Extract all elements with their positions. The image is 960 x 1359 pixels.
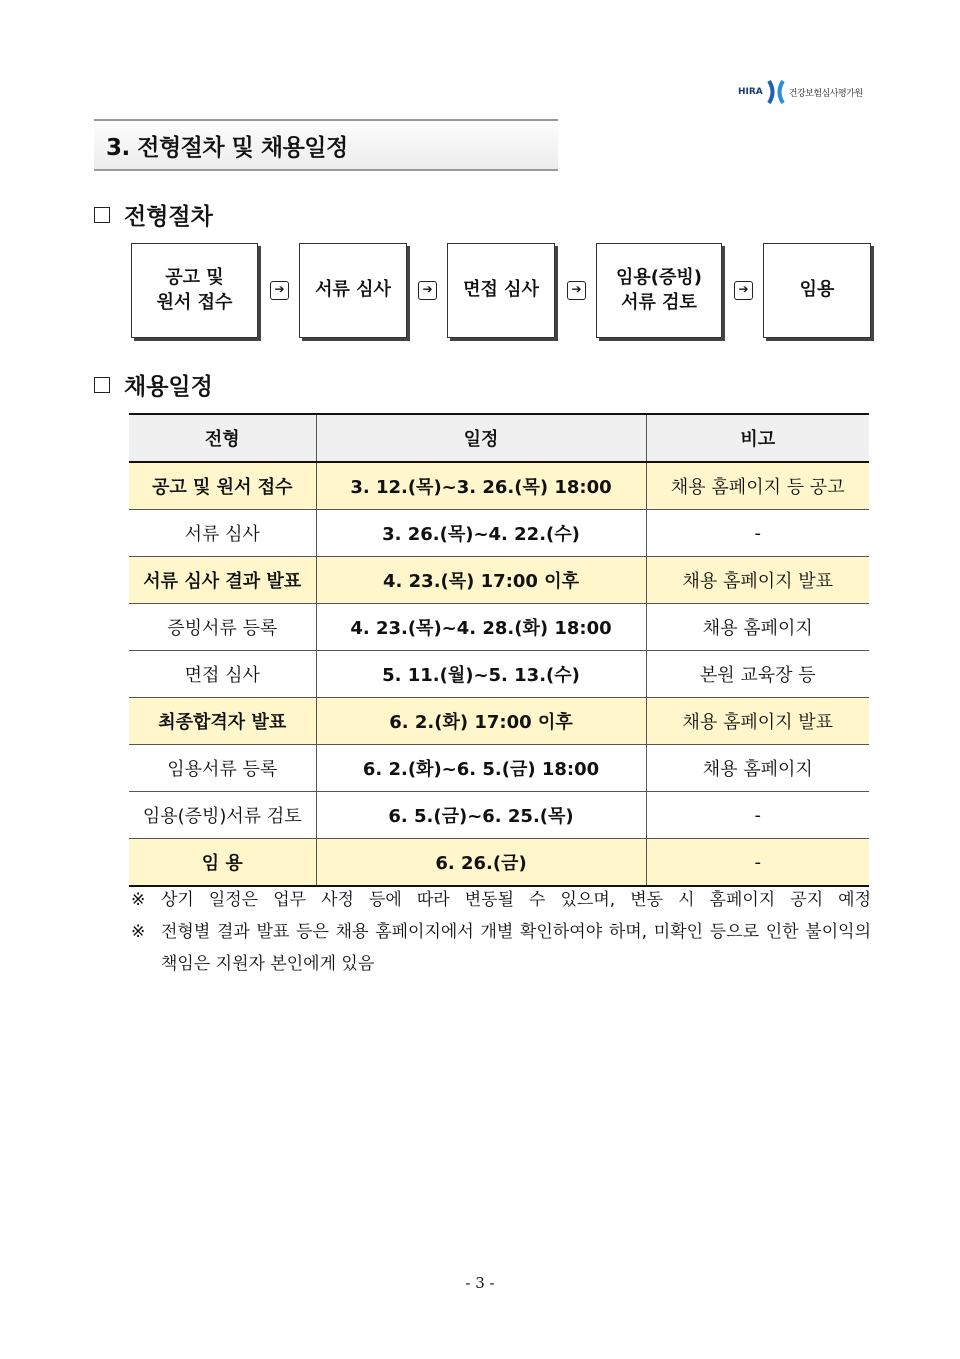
notes xyxy=(131,884,871,980)
table-row xyxy=(129,557,869,604)
note-cell: - xyxy=(646,839,869,887)
table-row xyxy=(129,745,869,792)
stage-cell: 증빙서류 등록 xyxy=(129,604,316,651)
procedure-heading xyxy=(94,198,213,231)
note-cell: - xyxy=(646,510,869,557)
note-cell: 채용 홈페이지 발표 xyxy=(646,557,869,604)
note-text: 전형별 결과 발표 등은 채용 홈페이지에서 개별 확인하여야 하며, 미확인 등으로 인한 불이익의 책임은 지원자 본인에게 있음 xyxy=(161,922,871,974)
hira-logo xyxy=(738,80,863,104)
hira-x-logo-icon xyxy=(767,80,785,104)
schedule-table xyxy=(129,413,869,887)
logo-text-en: HIRA xyxy=(738,87,763,97)
stage-cell: 임용서류 등록 xyxy=(129,745,316,792)
square-bullet-icon xyxy=(94,207,110,223)
stage-cell: 면접 심사 xyxy=(129,651,316,698)
date-cell: 6. 2.(화) 17:00 이후 xyxy=(316,698,646,745)
table-row xyxy=(129,604,869,651)
note-cell: 채용 홈페이지 xyxy=(646,745,869,792)
reference-mark: ※ xyxy=(131,922,146,942)
column-header: 전형 xyxy=(129,414,316,462)
date-cell: 4. 23.(목) 17:00 이후 xyxy=(316,557,646,604)
step-interview: 면접 심사 xyxy=(447,243,555,338)
schedule-heading-text: 채용일정 xyxy=(124,374,213,400)
table-row xyxy=(129,651,869,698)
note-item xyxy=(131,916,871,980)
date-cell: 5. 11.(월)~5. 13.(수) xyxy=(316,651,646,698)
arrow-right-icon: ➔ xyxy=(567,281,586,300)
step-proof-review: 임용(증빙) 서류 검토 xyxy=(596,243,722,338)
table-row xyxy=(129,792,869,839)
table-row xyxy=(129,698,869,745)
column-header: 비고 xyxy=(646,414,869,462)
stage-cell: 임 용 xyxy=(129,839,316,887)
date-cell: 6. 26.(금) xyxy=(316,839,646,887)
step-document-review: 서류 심사 xyxy=(299,243,407,338)
date-cell: 6. 2.(화)~6. 5.(금) 18:00 xyxy=(316,745,646,792)
arrow-right-icon: ➔ xyxy=(418,281,437,300)
note-text: 상기 일정은 업무 사정 등에 따라 변동될 수 있으며, 변동 시 홈페이지 공지 예정 xyxy=(161,890,871,910)
logo-text-ko: 건강보험심사평가원 xyxy=(788,88,863,99)
reference-mark: ※ xyxy=(131,890,146,910)
table-header-row xyxy=(129,414,869,462)
table-row xyxy=(129,510,869,557)
note-cell: - xyxy=(646,792,869,839)
schedule-heading xyxy=(94,368,213,401)
page-number: - 3 - xyxy=(465,1274,495,1292)
arrow-right-icon: ➔ xyxy=(270,281,289,300)
stage-cell: 임용(증빙)서류 검토 xyxy=(129,792,316,839)
stage-cell: 공고 및 원서 접수 xyxy=(129,462,316,510)
arrow-right-icon: ➔ xyxy=(734,281,753,300)
column-header: 일정 xyxy=(316,414,646,462)
step-appointment: 임용 xyxy=(763,243,871,338)
stage-cell: 최종합격자 발표 xyxy=(129,698,316,745)
stage-cell: 서류 심사 결과 발표 xyxy=(129,557,316,604)
date-cell: 3. 26.(목)~4. 22.(수) xyxy=(316,510,646,557)
procedure-flow xyxy=(131,243,871,340)
square-bullet-icon xyxy=(94,377,110,393)
stage-cell: 서류 심사 xyxy=(129,510,316,557)
section-title: 3. 전형절차 및 채용일정 xyxy=(94,119,558,171)
note-cell: 본원 교육장 등 xyxy=(646,651,869,698)
procedure-heading-text: 전형절차 xyxy=(124,204,213,230)
step-announce: 공고 및 원서 접수 xyxy=(131,243,258,338)
note-cell: 채용 홈페이지 발표 xyxy=(646,698,869,745)
date-cell: 3. 12.(목)~3. 26.(목) 18:00 xyxy=(316,462,646,510)
table-row xyxy=(129,839,869,887)
table-row xyxy=(129,462,869,510)
note-cell: 채용 홈페이지 등 공고 xyxy=(646,462,869,510)
date-cell: 6. 5.(금)~6. 25.(목) xyxy=(316,792,646,839)
date-cell: 4. 23.(목)~4. 28.(화) 18:00 xyxy=(316,604,646,651)
note-cell: 채용 홈페이지 xyxy=(646,604,869,651)
note-item xyxy=(131,884,871,916)
